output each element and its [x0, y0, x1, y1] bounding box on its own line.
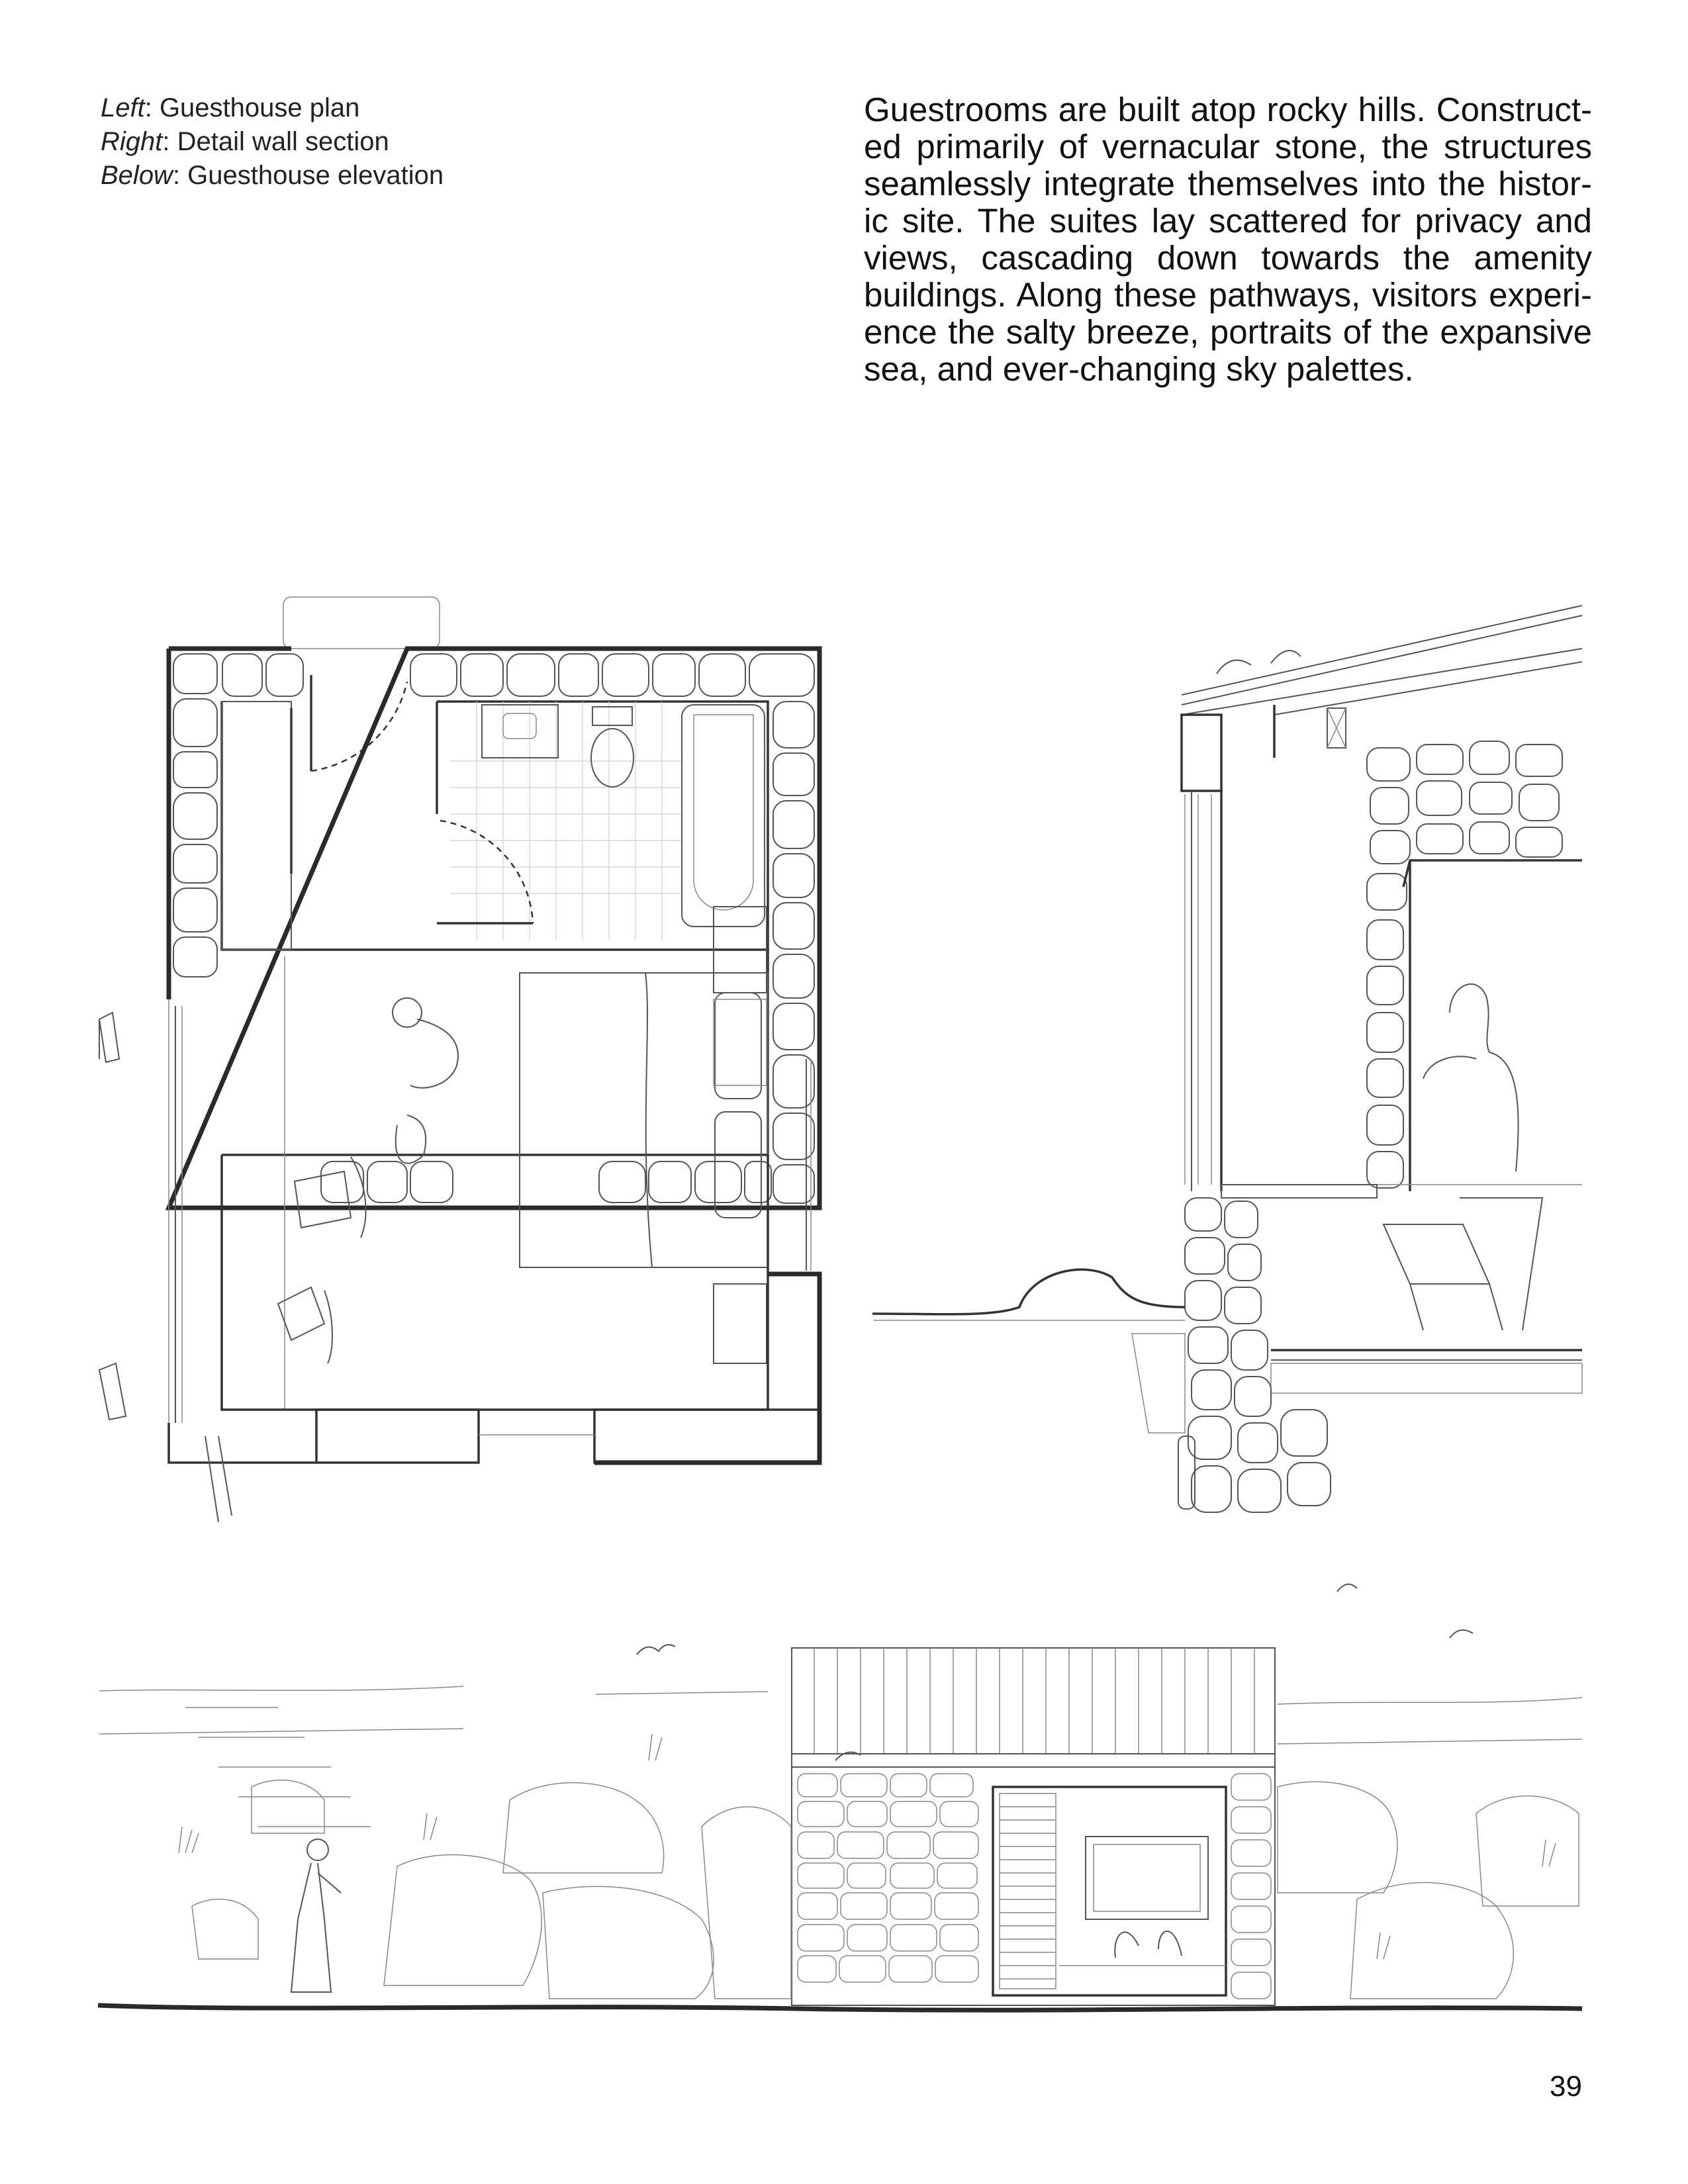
caption-text: : Detail wall section [162, 127, 389, 156]
caption-text: : Guesthouse plan [144, 93, 360, 122]
foundation-stones [1178, 1198, 1331, 1512]
caption-label: Right [101, 127, 163, 156]
bathroom [437, 702, 765, 940]
roof-seams [814, 1648, 1254, 1754]
bedroom-furniture [278, 907, 768, 1410]
body-line: views, cascading down towards the amenity [864, 239, 1592, 277]
caption-label: Below [101, 161, 173, 190]
body-line: ence the salty breeze, portraits of the expansive [864, 313, 1592, 351]
walking-person [291, 1839, 341, 1992]
stone-wall-pattern [173, 654, 814, 1203]
body-line: buildings. Along these pathways, visitors experi- [864, 276, 1592, 314]
caption-label: Left [101, 93, 145, 122]
body-line: Guestrooms are built atop rocky hills. Construct- [864, 91, 1592, 128]
guesthouse-elevation [98, 1584, 1582, 2011]
wall-section [872, 606, 1582, 1512]
page-number: 39 [1550, 2070, 1582, 2103]
body-line: ed primarily of vernacular stone, the structures [864, 128, 1592, 165]
caption-text: : Guesthouse elevation [172, 161, 444, 190]
body-line: ic site. The suites lay scattered for privacy and [864, 202, 1592, 240]
guesthouse-plan [99, 597, 820, 1522]
stone-wall-section [1367, 741, 1562, 1188]
body-line: seamlessly integrate themselves into the histor- [864, 165, 1592, 203]
body-line: sea, and ever-changing sky palettes. [864, 350, 1414, 388]
